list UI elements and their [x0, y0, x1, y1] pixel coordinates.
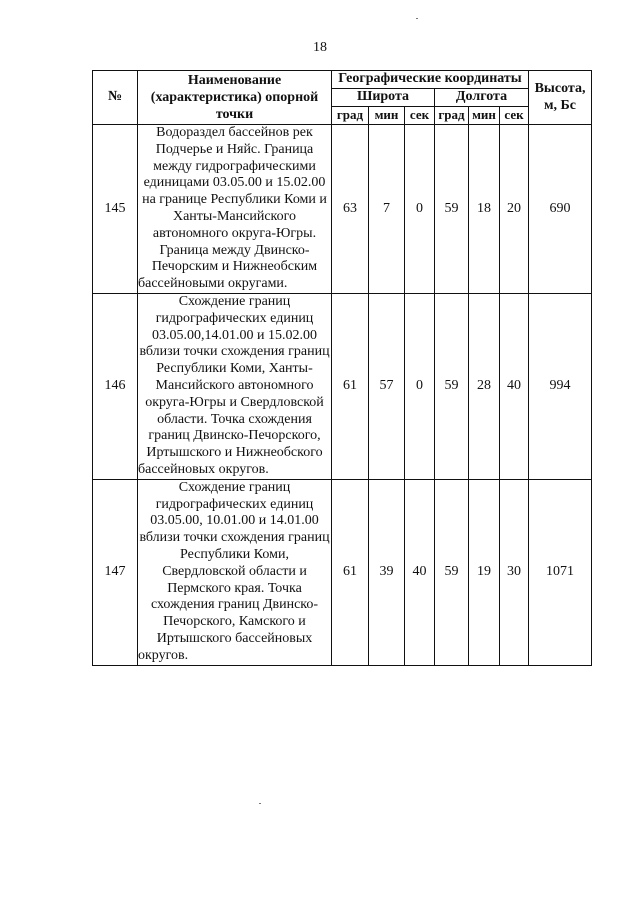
lat-seconds: 0: [405, 125, 435, 294]
scan-speck: [259, 803, 261, 804]
header-height: Высота, м, Бс: [529, 71, 592, 125]
lon-degrees: 59: [435, 479, 469, 665]
lat-minutes: 39: [369, 479, 405, 665]
header-latitude: Широта: [332, 89, 435, 107]
lon-minutes: 19: [469, 479, 500, 665]
page-number: 18: [313, 40, 327, 55]
height-value: 994: [529, 293, 592, 479]
lat-degrees: 63: [332, 125, 369, 294]
row-description: Водораздел бассейнов рек Подчерье и Няйс. Граница между гидрографическими единицами 03.05.00 и 15.02.00 на границе Республики Коми и Ханты-Мансийского автономного округа-Югры. Граница между Двинско-Печорским и Нижнеобским бассейновыми округами.: [138, 125, 332, 294]
row-number: 145: [93, 125, 138, 294]
header-lon-sec: сек: [500, 107, 529, 125]
header-lat-sec: сек: [405, 107, 435, 125]
lon-degrees: 59: [435, 293, 469, 479]
lat-degrees: 61: [332, 479, 369, 665]
lon-seconds: 20: [500, 125, 529, 294]
table-row: [93, 125, 592, 294]
header-point-name: Наименование (характеристика) опорной точки: [138, 71, 332, 125]
lon-minutes: 28: [469, 293, 500, 479]
lat-seconds: 0: [405, 293, 435, 479]
lon-minutes: 18: [469, 125, 500, 294]
lat-seconds: 40: [405, 479, 435, 665]
row-number: 146: [93, 293, 138, 479]
row-number: 147: [93, 479, 138, 665]
row-description: Схождение границ гидрографических единиц 03.05.00, 10.01.00 и 14.01.00 вблизи точки схождения границ Республики Коми, Свердловской области и Пермского края. Точка схождения границ Двинско-Печорского, Камского и Иртышского бассейновых округов.: [138, 479, 332, 665]
header-lon-deg: град: [435, 107, 469, 125]
lat-minutes: 7: [369, 125, 405, 294]
header-lat-min: мин: [369, 107, 405, 125]
reference-points-table: [92, 70, 592, 666]
header-longitude: Долгота: [435, 89, 529, 107]
lon-degrees: 59: [435, 125, 469, 294]
height-value: 1071: [529, 479, 592, 665]
lon-seconds: 40: [500, 293, 529, 479]
lat-degrees: 61: [332, 293, 369, 479]
lat-minutes: 57: [369, 293, 405, 479]
height-value: 690: [529, 125, 592, 294]
header-number: №: [93, 71, 138, 125]
header-lon-min: мин: [469, 107, 500, 125]
header-lat-deg: град: [332, 107, 369, 125]
header-geo-coordinates: Географические координаты: [332, 71, 529, 89]
scan-speck: [416, 18, 418, 19]
row-description: Схождение границ гидрографических единиц 03.05.00,14.01.00 и 15.02.00 вблизи точки схождения границ Республики Коми, Ханты-Мансийского автономного округа-Югры и Свердловской области. Точка схождения границ Двинско-Печорского, Иртышского и Нижнеобского бассейновых округов.: [138, 293, 332, 479]
table-row: [93, 293, 592, 479]
table-row: [93, 479, 592, 665]
lon-seconds: 30: [500, 479, 529, 665]
